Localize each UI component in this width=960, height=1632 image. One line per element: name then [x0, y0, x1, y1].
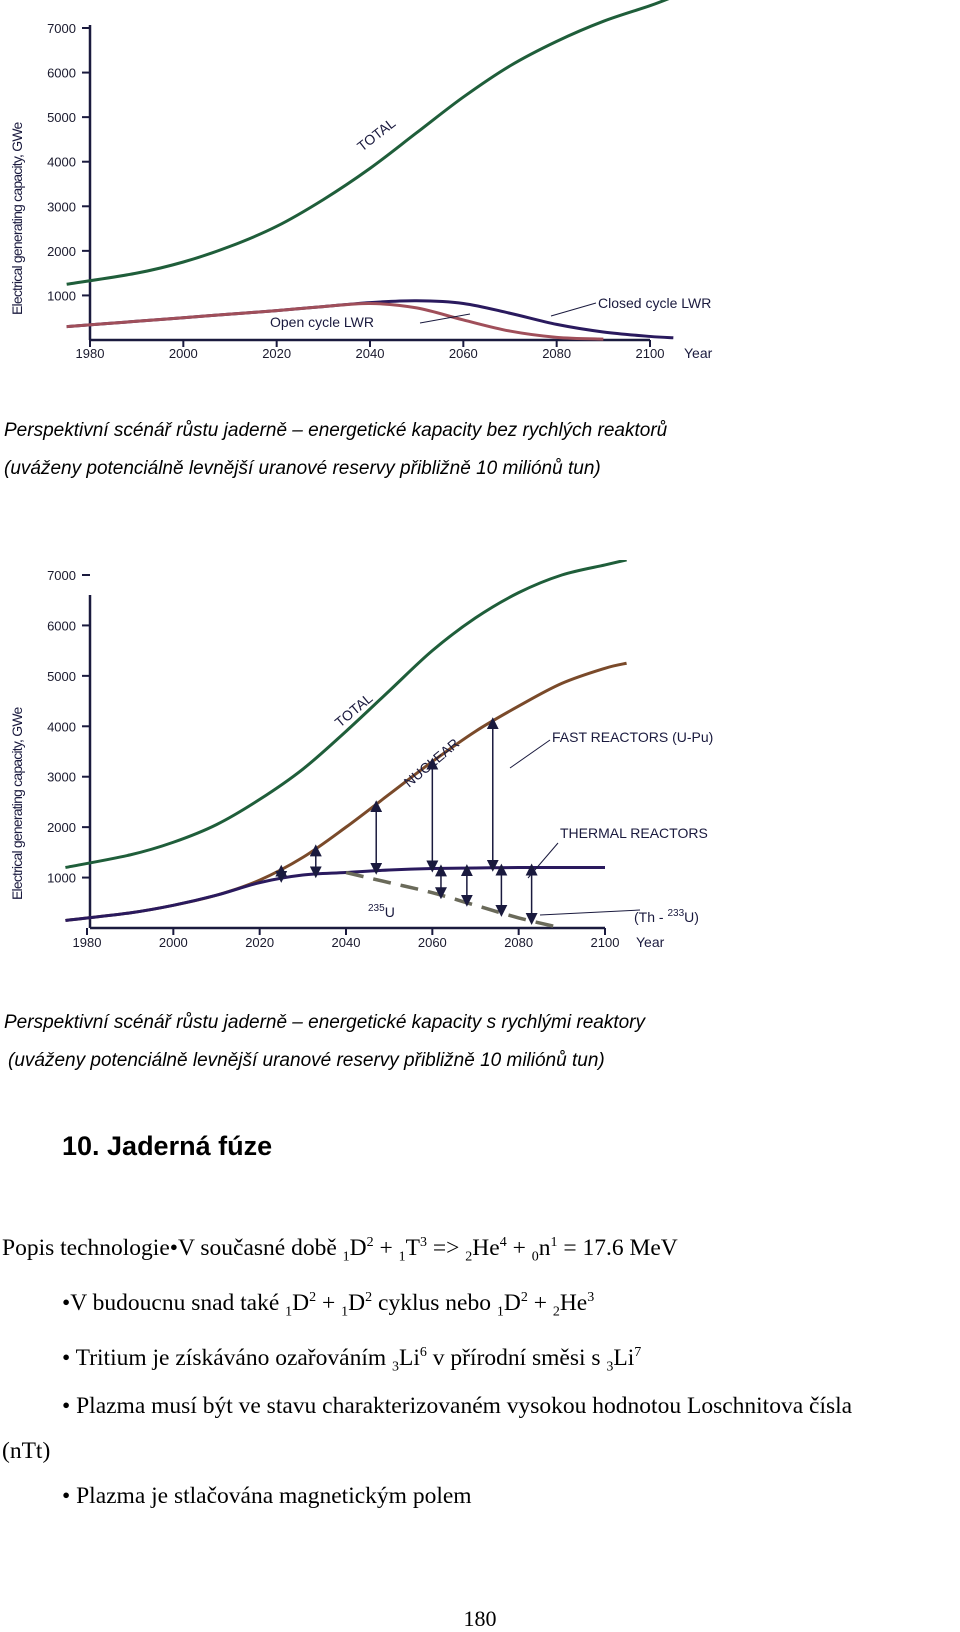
future-cycle-line: •V budoucnu snad také $_1D^2 + _1D^2$ cyklus nebo $_1D^2 + _2He^3$ — [62, 1290, 595, 1320]
y-tick-label: 1000 — [47, 870, 76, 886]
plasma-state-line: • Plazma musí být ve stavu charakterizovaném vysokou hodnotou Loschnitova čísla — [62, 1393, 853, 1419]
y-tick-label: 3000 — [47, 769, 76, 785]
total-curve-label: TOTAL — [331, 689, 376, 731]
series-line-thermal-reactors — [65, 867, 605, 920]
thermal-reactors-label: THERMAL REACTORS — [560, 825, 708, 841]
y-tick-label: 6000 — [47, 618, 76, 634]
x-tick-label: 2080 — [504, 935, 534, 950]
series-line-nuclear — [65, 663, 626, 920]
section-heading: 10. Jaderná fúze — [62, 1131, 273, 1161]
x-axis-year-label: Year — [684, 345, 713, 361]
closed-cycle-leader-line — [551, 303, 596, 316]
x-tick-label: 2020 — [245, 935, 275, 950]
ntt-line: (nTt) — [2, 1438, 51, 1464]
x-axis-year-label: Year — [636, 934, 665, 950]
capacity-chart-with-fast-reactors — [0, 560, 960, 960]
x-tick-label: 2000 — [168, 346, 198, 361]
chart2-caption-line1: Perspektivní scénář růstu jaderně – energetické kapacity s rychlými reaktory — [4, 1012, 645, 1033]
x-tick-label: 2080 — [542, 346, 572, 361]
y-axis-label: Electrical generating capacity, GWe — [9, 122, 25, 315]
thermal-reactors-leader-line — [528, 843, 558, 878]
x-tick-label: 1980 — [72, 935, 102, 950]
thorium-leader-line — [540, 910, 640, 915]
x-tick-label: 2000 — [158, 935, 188, 950]
y-tick-label: 4000 — [47, 719, 76, 735]
total-curve-label: TOTAL — [353, 114, 399, 155]
x-tick-label: 2060 — [417, 935, 447, 950]
fast-reactors-leader-line — [510, 740, 550, 768]
y-tick-label: 7000 — [47, 568, 76, 583]
x-tick-label: 2040 — [355, 346, 385, 361]
chart2-caption-line2: (uváženy potenciálně levnější uranové reservy přibližně 10 miliónů tun) — [8, 1050, 605, 1071]
y-axis-label: Electrical generating capacity, GWe — [9, 707, 25, 900]
page-number: 180 — [463, 1606, 497, 1631]
x-tick-label: 2020 — [262, 346, 292, 361]
y-tick-label: 5000 — [47, 668, 76, 684]
y-tick-label: 2000 — [47, 243, 76, 259]
thorium-u233-label: (Th - $^{233}$U) — [634, 908, 699, 925]
y-tick-label: 3000 — [47, 199, 76, 215]
x-tick-label: 2100 — [590, 935, 620, 950]
plasma-compression-line: • Plazma je stlačována magnetickým polem — [62, 1483, 472, 1509]
nuclear-curve-label: NUCLEAR — [400, 735, 463, 791]
closed-cycle-lwr-label: Closed cycle LWR — [598, 295, 712, 311]
tritium-line: • Tritium je získáváno ozařováním $_3Li^6$ v přírodní směsi s $_3Li^7$ — [62, 1345, 642, 1375]
u235-label: $^{235}$U — [368, 903, 395, 920]
y-tick-label: 4000 — [47, 154, 76, 170]
series-line-235u — [346, 873, 562, 928]
y-tick-label: 6000 — [47, 65, 76, 81]
fast-reactors-label: FAST REACTORS (U-Pu) — [552, 729, 714, 745]
open-cycle-lwr-label: Open cycle LWR — [270, 314, 374, 330]
x-tick-label: 2060 — [448, 346, 478, 361]
chart1-caption-line1: Perspektivní scénář růstu jaderně – energetické kapacity bez rychlých reaktorů — [4, 420, 668, 441]
y-tick-label: 5000 — [47, 110, 76, 126]
y-tick-label: 2000 — [47, 820, 76, 836]
capacity-chart-without-fast-reactors — [0, 0, 960, 370]
x-tick-label: 2040 — [331, 935, 361, 950]
x-tick-label: 2100 — [635, 346, 665, 361]
y-tick-label: 7000 — [47, 21, 76, 36]
y-tick-label: 1000 — [47, 288, 76, 304]
chart1-caption-line2: (uváženy potenciálně levnější uranové reservy přibližně 10 miliónů tun) — [4, 458, 601, 479]
x-tick-label: 1980 — [75, 346, 105, 361]
technology-line: Popis technologie•V současné době $_1D^2 + _1T^3 => _2He^4 + _0n^1 = 17.6$ MeV — [2, 1235, 678, 1265]
